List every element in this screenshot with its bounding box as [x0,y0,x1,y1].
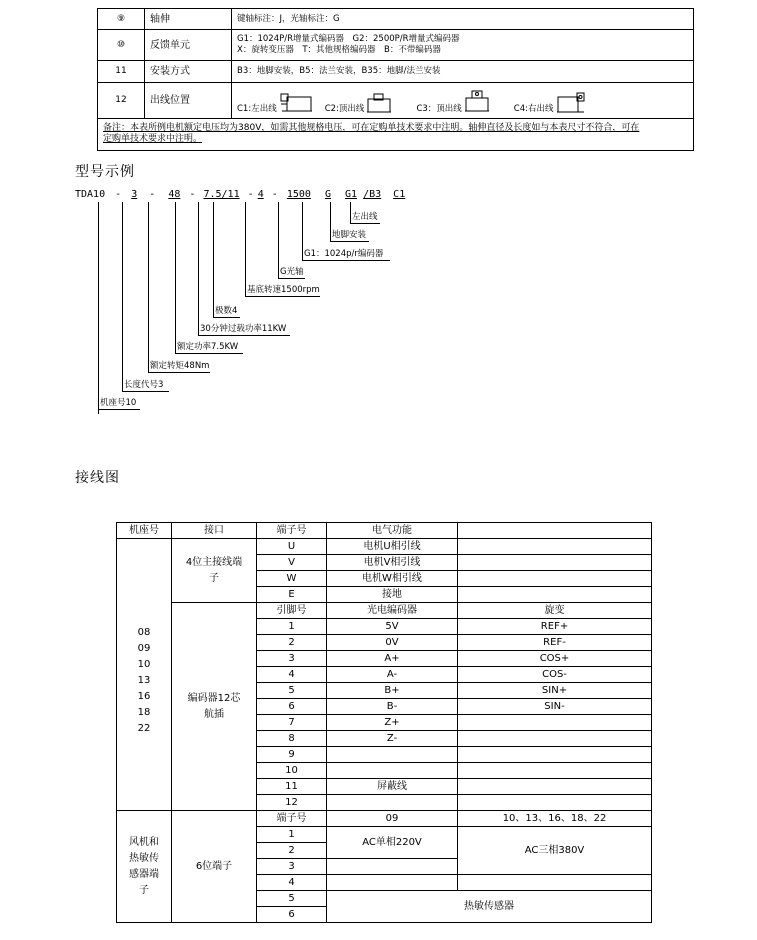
leader-line [330,202,331,242]
outlet-label: C3：顶出线 [416,103,462,114]
label-frame: 机座号10 [100,398,137,408]
function-cell: 接地 [327,587,458,603]
code-shaft: G [324,189,331,200]
spec-desc: 键轴标注：J，光轴标注：G [232,9,694,30]
encoder-header: 光电编码器 [327,603,458,619]
single-phase-cell: AC单相220V [327,827,458,859]
leader-line [122,202,123,392]
code-encoder: G1 [345,189,358,200]
code-dash: - [189,189,196,200]
main-terminal-interface [172,539,257,603]
pin-header: 引脚号 [257,603,327,619]
encoder-cell: Z+ [327,715,458,731]
spec-num: ⑨ [98,9,145,30]
encoder-cell: A+ [327,651,458,667]
label-mount: 地脚安装 [332,230,367,240]
label-underline [245,296,320,297]
note-text: ：本表所例电机额定电压均为380V，如需其他规格电压，可在定购单技术要求中注明。轴伸直径及长度如与本表尺寸不符合，可在 [121,123,640,133]
group-label: 子 [139,884,149,896]
blank-cell [327,859,458,875]
code-length: 3 [131,189,138,200]
interface-label: 编码器12芯 [187,692,241,704]
spec-table [97,8,694,151]
code-power: 7.5/11 [203,189,240,200]
frame-number: 10 [137,658,151,670]
spec-note [98,119,694,151]
leader-line [278,202,279,279]
frame-number: 16 [137,690,151,702]
blank-cell [458,539,652,555]
group-label: 风机和 [129,836,159,848]
leader-line [302,202,303,261]
encoder-cell: B+ [327,683,458,699]
spec-desc-line: X：旋转变压器 T：其他规格编码器 B：不带编码器 [237,45,441,55]
pin-cell: 3 [257,651,327,667]
blank-cell [458,587,652,603]
leader-line [148,202,149,373]
label-underline [213,317,240,318]
outlet-c4 [514,91,586,115]
three-phase-cell: AC三相380V [458,827,652,875]
encoder-interface [172,603,257,811]
interface-label: 4位主接线端 [185,556,243,568]
code-mount: /B3 [363,189,382,200]
resolver-cell: SIN- [458,699,652,715]
label-overload: 30分钟过载功率11KW [200,324,287,334]
pin-cell: 7 [257,715,327,731]
encoder-header-row [117,603,652,619]
wiring-title: 接线图 [75,470,120,486]
leader-line [198,202,199,336]
resolver-cell [458,731,652,747]
encoder-cell: Z- [327,731,458,747]
motor-top-outlet-icon [464,89,490,115]
spec-num: ⑩ [98,30,145,61]
resolver-cell [458,747,652,763]
resolver-cell [458,715,652,731]
label-underline [302,260,390,261]
encoder-cell [327,795,458,811]
fan-other-header: 10、13、16、18、22 [458,811,652,827]
header-blank [458,523,652,539]
pin-cell: 5 [257,683,327,699]
frame-number: 18 [137,706,151,718]
fan-header-row [117,811,652,827]
label-speed: 基底转速1500rpm [247,285,320,295]
leader-line [350,202,351,224]
wiring-table [116,522,652,923]
spec-row-shaft [98,9,694,30]
outlet-c2 [325,91,393,115]
outlet-label: C4:右出线 [513,103,554,114]
encoder-cell [327,747,458,763]
function-cell: 电机W相引线 [327,571,458,587]
motor-right-outlet-icon [556,91,586,115]
pin-cell: 4 [257,667,327,683]
function-cell: 电机U相引线 [327,539,458,555]
code-dash: - [149,189,156,200]
pin-cell: 2 [257,635,327,651]
terminal-cell: W [257,571,327,587]
label-power: 额定功率7.5KW [177,342,239,352]
blank-cell [458,875,652,891]
code-speed: 1500 [286,189,311,200]
label-poles: 极数4 [215,306,238,316]
code-dash: - [247,189,254,200]
leader-line [98,202,99,414]
model-example-title: 型号示例 [75,164,135,180]
spec-name: 出线位置 [145,83,232,119]
encoder-cell: 5V [327,619,458,635]
terminal-cell: 4 [257,875,327,891]
thermal-sensor-cell: 热敏传感器 [327,891,652,923]
encoder-cell: 屏蔽线 [327,779,458,795]
spec-num: 11 [98,61,145,83]
interface-label: 航插 [204,708,224,720]
code-outlet: C1 [393,189,406,200]
blank-cell [458,571,652,587]
group-label: 热敏传 [129,852,159,864]
spec-row-feedback [98,30,694,61]
frame-number: 09 [137,642,151,654]
label-underline [330,241,369,242]
resolver-cell: COS- [458,667,652,683]
pin-cell: 10 [257,763,327,779]
header-terminal: 端子号 [257,523,327,539]
pin-cell: 12 [257,795,327,811]
spec-desc [232,30,694,61]
leader-line [175,202,176,354]
terminal-cell: 3 [257,859,327,875]
terminal-cell: U [257,539,327,555]
label-underline [278,278,305,279]
spec-name: 反馈单元 [145,30,232,61]
wiring-header-row [117,523,652,539]
spec-name: 安装方式 [145,61,232,83]
resolver-header: 旋变 [458,603,652,619]
spec-row-mount [98,61,694,83]
pin-cell: 8 [257,731,327,747]
resolver-cell [458,763,652,779]
pin-cell: 9 [257,747,327,763]
blank-cell [327,875,458,891]
outlet-label: C1:左出线 [237,103,277,114]
spec-outlets [232,83,694,119]
code-dash: - [115,189,122,200]
frame-number: 22 [137,722,151,734]
resolver-cell: REF- [458,635,652,651]
label-underline [148,372,210,373]
fan-terminal-header: 端子号 [257,811,327,827]
leader-line [245,202,246,297]
resolver-cell [458,779,652,795]
resolver-cell: REF+ [458,619,652,635]
pin-cell: 6 [257,699,327,715]
encoder-cell [327,763,458,779]
table-row [117,539,652,555]
label-torque: 额定转矩48Nm [150,361,210,371]
label-length: 长度代号3 [124,380,164,390]
label-underline [175,353,243,354]
terminal-cell: 6 [257,907,327,923]
terminal-cell: V [257,555,327,571]
frame-number: 08 [137,626,151,638]
fan-group-cell [117,811,172,923]
spec-note-row [98,119,694,151]
model-code [75,190,405,200]
label-shaft: G光轴 [280,267,304,277]
pin-cell: 1 [257,619,327,635]
frame-numbers-cell [117,539,172,811]
code-poles: 4 [257,189,264,200]
group-label: 感器端 [129,868,159,880]
fan-09-header: 09 [327,811,458,827]
frame-number: 13 [137,674,151,686]
blank-cell [458,555,652,571]
encoder-cell: 0V [327,635,458,651]
motor-left-outlet-icon [279,93,313,115]
spec-name: 轴伸 [145,9,232,30]
encoder-cell: A- [327,667,458,683]
label-underline [98,409,140,410]
encoder-cell: B- [327,699,458,715]
outlet-c3 [416,89,489,115]
header-interface: 接口 [172,523,257,539]
label-encoder: G1：1024p/r编码器 [304,249,384,259]
terminal-cell: 1 [257,827,327,843]
code-dash: - [271,189,278,200]
function-cell: 电机V相引线 [327,555,458,571]
code-torque: 48 [168,189,181,200]
terminal-cell: E [257,587,327,603]
spec-desc-line: G1：1024P/R增量式编码器 G2：2500P/R增量式编码器 [237,34,460,44]
spec-num: 12 [98,83,145,119]
header-frame: 机座号 [117,523,172,539]
fan-interface: 6位端子 [172,811,257,923]
spec-row-outlet [98,83,694,119]
label-underline [122,391,169,392]
label-outlet: 左出线 [352,212,378,222]
pin-cell: 11 [257,779,327,795]
outlet-c1 [237,93,313,115]
note-label: 备注 [103,123,122,133]
spec-desc: B3：地脚安装，B5：法兰安装，B35：地脚/法兰安装 [232,61,694,83]
terminal-cell: 5 [257,891,327,907]
label-underline [350,223,380,224]
code-frame: TDA10 [75,189,106,200]
note-text: 定购单技术要求中注明。 [103,134,203,144]
resolver-cell: COS+ [458,651,652,667]
terminal-cell: 2 [257,843,327,859]
label-underline [198,335,290,336]
motor-top-outlet-icon [366,91,392,115]
header-function: 电气功能 [327,523,458,539]
resolver-cell: SIN+ [458,683,652,699]
interface-label: 子 [209,572,219,584]
outlet-label: C2:顶出线 [324,103,365,114]
leader-line [213,202,214,318]
resolver-cell [458,795,652,811]
